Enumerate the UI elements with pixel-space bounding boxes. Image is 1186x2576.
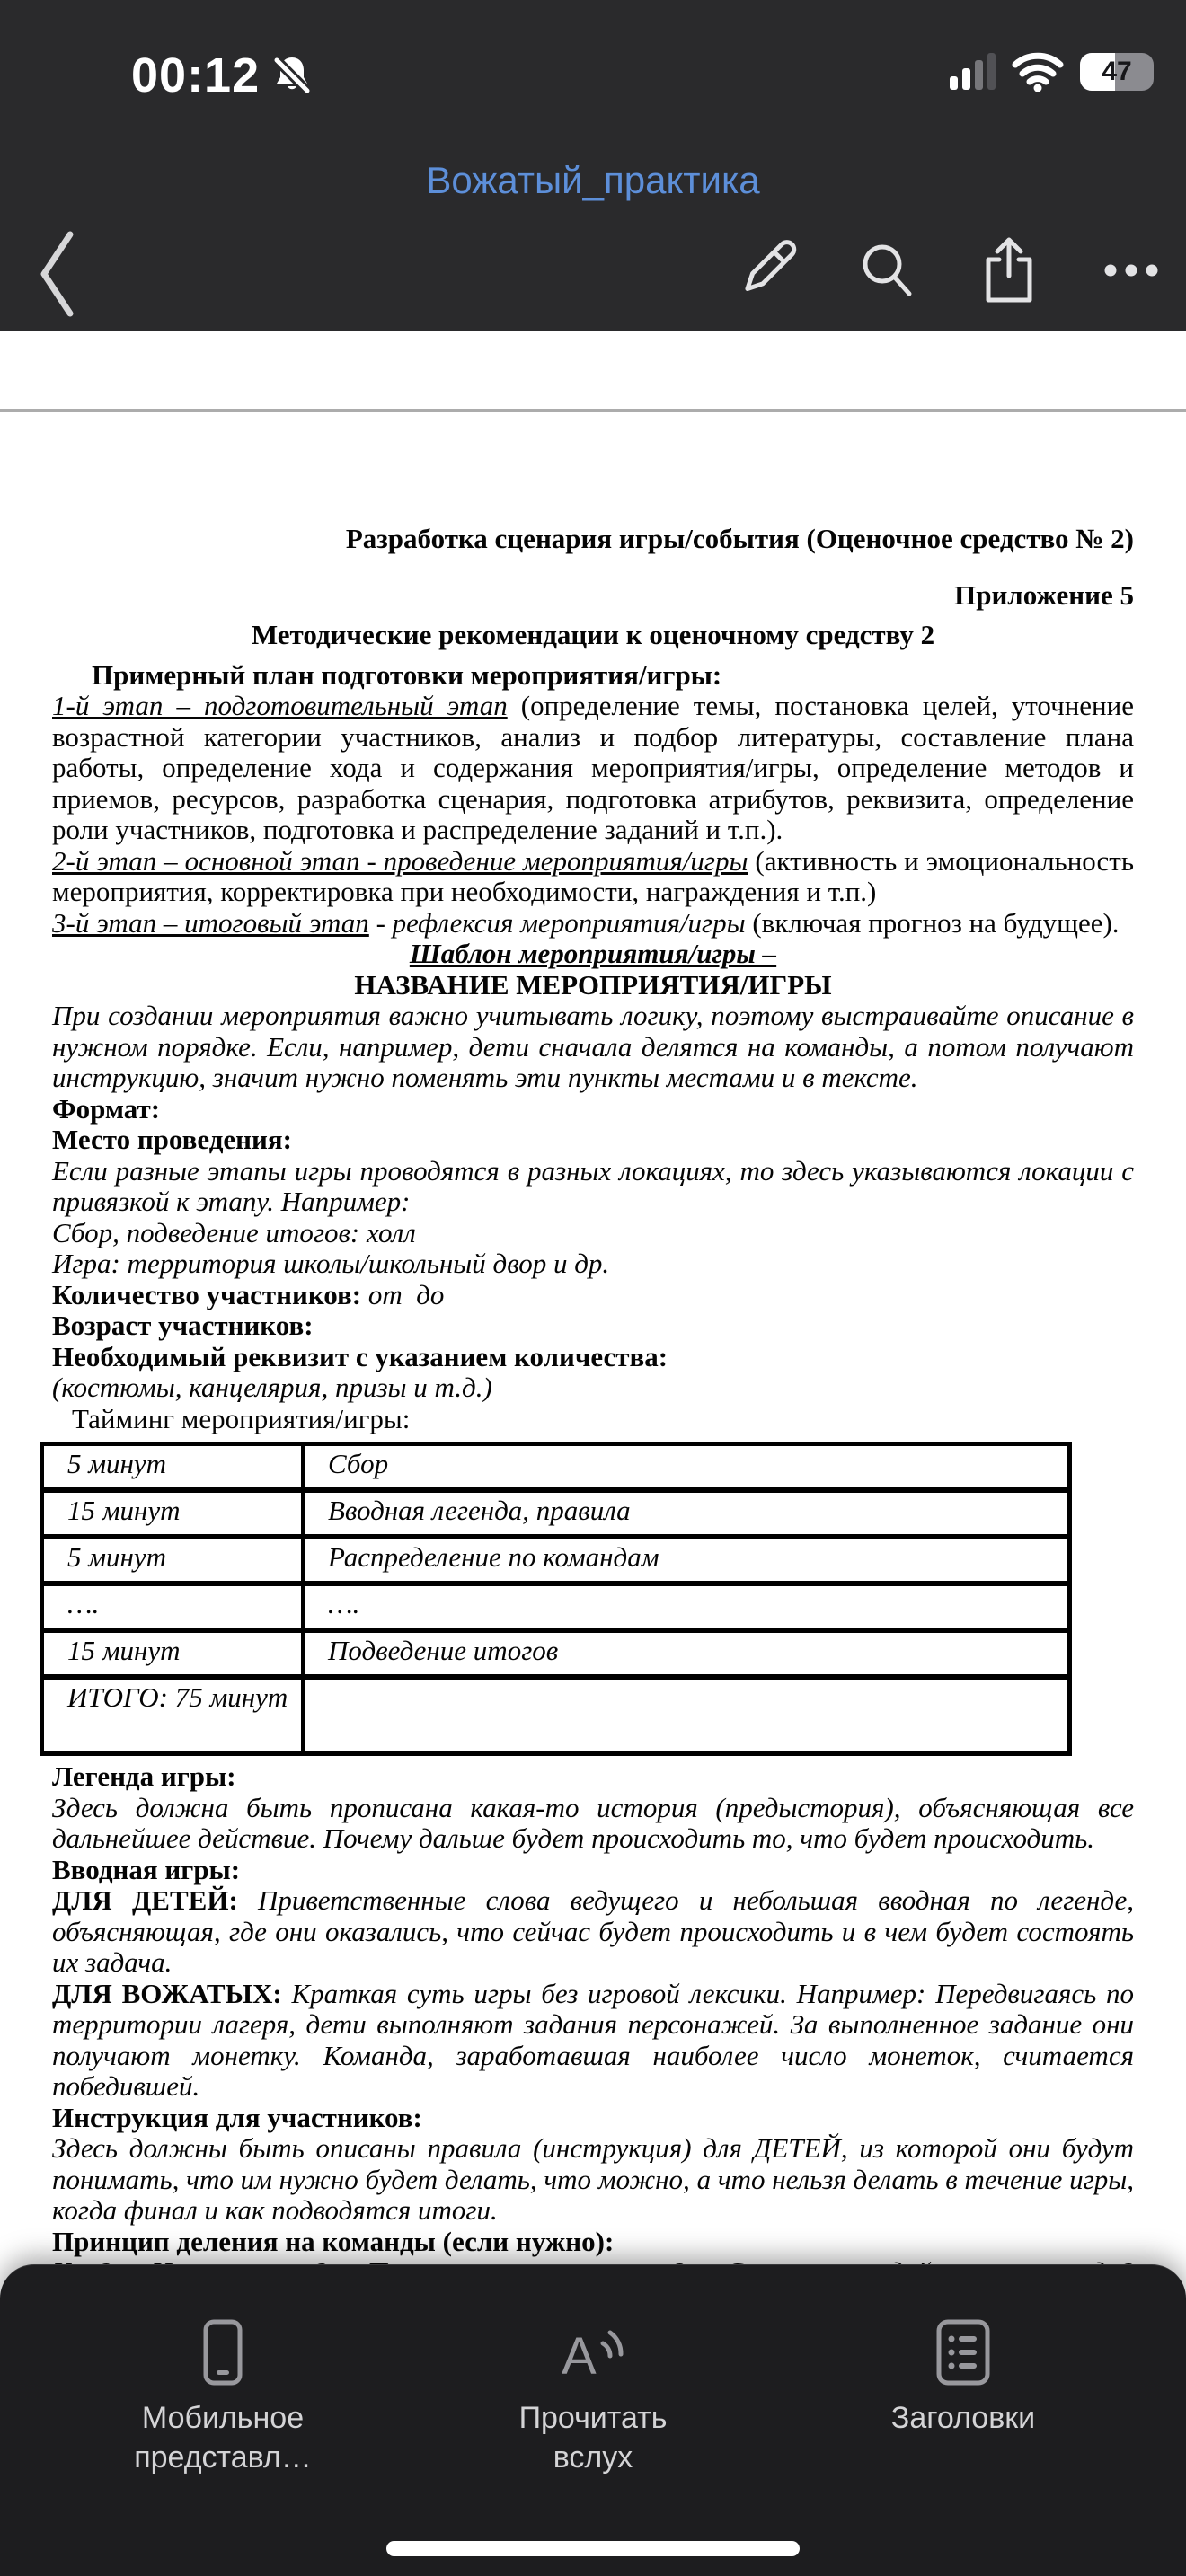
search-button[interactable] <box>857 230 916 311</box>
stage3-subtitle: - рефлексия мероприятия/игры <box>368 906 753 939</box>
participants-value: от до <box>361 1278 445 1310</box>
headings-list-icon <box>935 2317 991 2387</box>
timing-total: ИТОГО: 75 минут <box>44 1680 305 1751</box>
plan-heading: Примерный план подготовки мероприятия/игры: <box>92 658 722 691</box>
location-example-1: Сбор, подведение итогов: холл <box>52 1216 416 1248</box>
status-left <box>131 47 315 104</box>
status-right <box>950 52 1146 92</box>
props-label: Необходимый реквизит с указанием количества: <box>52 1340 668 1372</box>
appendix-label: Приложение 5 <box>954 578 1134 611</box>
table-row <box>44 1539 1067 1586</box>
clock: 00:12 <box>131 49 261 102</box>
headings-button[interactable] <box>855 2317 1071 2477</box>
timing-duration: …. <box>44 1586 305 1633</box>
stage3-paragraph <box>52 908 1134 940</box>
for-children-paragraph <box>52 1885 1134 1979</box>
for-counselors-text: Краткая суть игры без игровой лексики. Например: Передвигаясь по территории лагеря, дети выполняют задания персонажей. За выполненное задание они получают монетку. Команда, заработавшая наиболее число монеток, считается победившей. <box>52 1977 1134 2102</box>
dock-button-label: Мобильное представл… <box>134 2401 312 2475</box>
template-title: Шаблон мероприятия/игры – <box>409 938 777 969</box>
timing-duration: 5 минут <box>44 1446 305 1493</box>
for-counselors-label: ДЛЯ ВОЖАТЫХ: <box>52 1977 282 2009</box>
table-row <box>44 1633 1067 1680</box>
svg-text:A: A <box>562 2327 597 2386</box>
stage3-text: (включая прогноз на будущее). <box>752 906 1120 939</box>
dock-button-label: Прочитать вслух <box>518 2401 668 2475</box>
stage1-text: (определение темы, постановка целей, уточнение возрастной категории участников, анализ и подбор литературы, составление плана работы, определение хода и содержания мероприятия/игры, определение методов и приемов, ресурсов, разработка сценария, подготовка атрибутов, реквизита, определение роли участников, подготовка и распределение заданий и т.п.). <box>52 690 1134 845</box>
timing-duration: 15 минут <box>44 1493 305 1539</box>
toolbar <box>0 219 1186 327</box>
timing-label: Тайминг мероприятия/игры: <box>72 1402 411 1434</box>
dock-button-label: Заголовки <box>890 2401 1036 2435</box>
section-heading: Методические рекомендации к оценочному средству 2 <box>251 619 935 650</box>
age-label: Возраст участников: <box>52 1310 314 1341</box>
timing-activity: …. <box>305 1586 1067 1633</box>
pencil-icon <box>731 233 798 308</box>
stage2-paragraph <box>52 846 1134 908</box>
document-page <box>0 412 1186 2289</box>
legend-note: Здесь должна быть прописана какая-то история (предыстория), объясняющая все дальнейшее действие. Почему дальше будет происходить то, что будет происходить. <box>52 1791 1134 1854</box>
table-row <box>44 1680 1067 1751</box>
home-indicator[interactable] <box>386 2541 800 2556</box>
timing-activity: Подведение итогов <box>305 1633 1067 1680</box>
instruction-label: Инструкция для участников: <box>52 2101 422 2133</box>
dock-buttons <box>0 2317 1186 2477</box>
share-button[interactable] <box>979 230 1039 311</box>
format-label: Формат: <box>52 1092 161 1125</box>
stage3-title: 3-й этап – итоговый этап <box>52 906 369 939</box>
battery-icon <box>1080 53 1154 91</box>
chevron-left-icon <box>36 227 77 321</box>
status-bar <box>0 47 1186 104</box>
participants-line <box>52 1280 1134 1311</box>
timing-activity <box>305 1680 1067 1751</box>
location-example-2: Игра: территория школы/школьный двор и др. <box>52 1248 610 1279</box>
top-chrome <box>0 0 1186 331</box>
for-counselors-paragraph <box>52 1979 1134 2103</box>
timing-activity: Сбор <box>305 1446 1067 1493</box>
props-note: (костюмы, канцелярия, призы и т.д.) <box>52 1372 492 1403</box>
teams-label: Принцип деления на команды (если нужно): <box>52 2225 615 2257</box>
read-aloud-icon <box>560 2317 626 2387</box>
search-icon <box>857 239 916 302</box>
stage1-title: 1-й этап – подготовительный этап <box>52 690 508 721</box>
battery-percent: 47 <box>1102 57 1132 86</box>
stage2-title: 2-й этап – основной этап - проведение мероприятия/игры <box>52 844 748 877</box>
table-row <box>44 1446 1067 1493</box>
for-children-label: ДЛЯ ДЕТЕЙ: <box>52 1884 238 1916</box>
participants-label: Количество участников: <box>52 1278 362 1310</box>
mobile-view-button[interactable] <box>115 2317 331 2477</box>
event-name-heading: НАЗВАНИЕ МЕРОПРИЯТИЯ/ИГРЫ <box>354 968 832 1001</box>
back-button[interactable] <box>36 225 99 323</box>
mobile-phone-icon <box>202 2317 243 2387</box>
location-note: Если разные этапы игры проводятся в разных локациях, то здесь указываются локации с привязкой к этапу. Например: <box>52 1154 1134 1217</box>
share-icon <box>984 236 1034 304</box>
timing-activity: Распределение по командам <box>305 1539 1067 1586</box>
instruction-note: Здесь должны быть описаны правила (инструкция) для ДЕТЕЙ, из которой они будут понимать, что им нужно будет делать, что можно, а что нельзя делать в течение игры, когда финал и как подводятся итоги. <box>52 2132 1134 2226</box>
stage2-text: (активность и эмоциональность мероприятия, корректировка при необходимости, награждения и т.п.) <box>52 844 1134 907</box>
timing-activity: Вводная легенда, правила <box>305 1493 1067 1539</box>
more-button[interactable] <box>1102 230 1161 311</box>
table-row <box>44 1493 1067 1539</box>
intro-note: При создании мероприятия важно учитывать логику, поэтому выстраивайте описание в нужном порядке. Если, например, дети сначала делятся на команды, а потом получают инструкцию, значит нужно поменять эти пункты местами и в тексте. <box>52 1000 1134 1093</box>
cellular-signal-icon <box>950 54 996 90</box>
read-aloud-button[interactable] <box>485 2317 701 2477</box>
location-label: Место проведения: <box>52 1124 292 1155</box>
timing-duration: 15 минут <box>44 1633 305 1680</box>
bottom-dock <box>0 2264 1186 2576</box>
timing-duration: 5 минут <box>44 1539 305 1586</box>
legend-label: Легенда игры: <box>52 1760 236 1792</box>
for-children-text: Приветственные слова ведущего и небольшая вводная по легенде, объясняющая, где они оказались, что сейчас будет происходить и в чем будет состоять их задача. <box>52 1884 1134 1978</box>
table-row <box>44 1586 1067 1633</box>
bell-slash-icon <box>269 52 315 99</box>
stage1-paragraph <box>52 691 1134 846</box>
edit-button[interactable] <box>735 230 794 311</box>
ellipsis-icon <box>1103 263 1159 278</box>
opening-label: Вводная игры: <box>52 1853 241 1885</box>
doc-heading: Разработка сценария игры/события (Оценочное средство № 2) <box>345 523 1134 554</box>
timing-table <box>40 1442 1072 1756</box>
document-title: Вожатый_практика <box>426 159 760 201</box>
battery-indicator <box>1080 53 1146 91</box>
wifi-icon <box>1012 52 1064 92</box>
toolbar-actions <box>735 230 1161 311</box>
